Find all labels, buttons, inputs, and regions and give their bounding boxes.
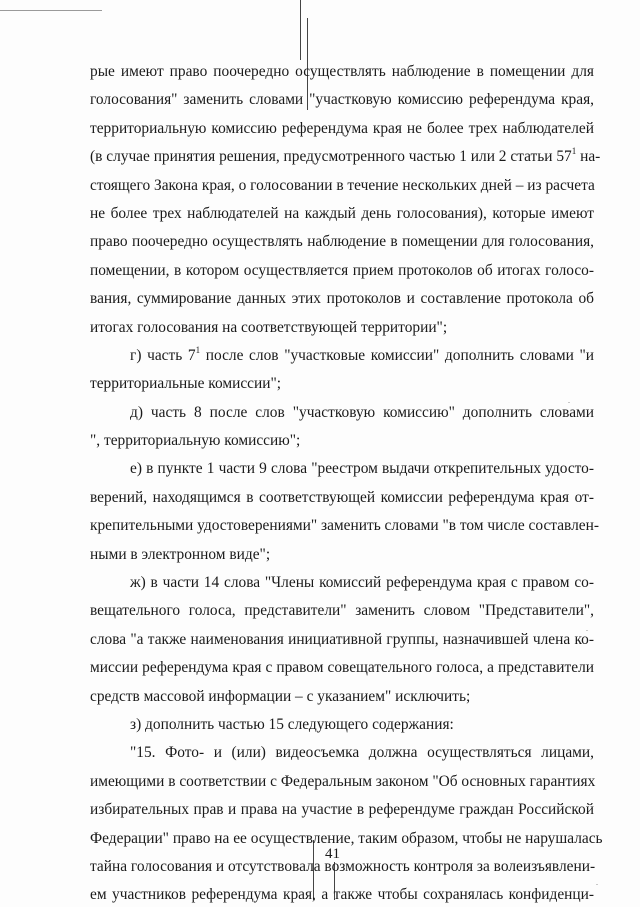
text-line: не более трех наблюдателей на каждый день голосования), которые имеют [90, 204, 594, 222]
text-line: слова "а также наименования инициативной группы, назначившей члена ко- [90, 630, 594, 648]
text-line: голосования" заменить словами "участковую комиссию референдума края, [90, 91, 594, 109]
text-line: з) дополнить частью 15 следующего содержания: [130, 715, 454, 733]
text-line: Федерации" право на ее осуществление, таким образом, чтобы не нарушалась [90, 829, 603, 847]
text-line: итогах голосования на соответствующей территории"; [90, 318, 448, 336]
document-body-text [90, 58, 603, 910]
text-fragment: г) часть 7 [130, 346, 196, 364]
text-fragment: после слов "участковые комиссии" дополнить словами "и [200, 346, 594, 364]
text-line: ж) в части 14 слова "Члены комиссий референдума края с правом со- [130, 574, 594, 592]
scan-fold-line [300, 0, 301, 60]
page-number: 41 [325, 846, 340, 862]
text-line: территориальные комиссии"; [90, 375, 282, 393]
text-fragment: (в случае принятия решения, предусмотренного частью 1 или 2 статьи 57 [90, 148, 572, 166]
text-line: стоящего Закона края, о голосовании в течение нескольких дней – из расчета [90, 176, 595, 194]
text-line: миссии референдума края с правом совещательного голоса, а представители [90, 659, 594, 677]
text-line: крепительными удостоверениями" заменить словами "в том числе составлен- [90, 517, 599, 535]
text-line: "15. Фото- и (или) видеосъемка должна осуществляться лицами, [130, 744, 594, 762]
text-line: верений, находящимся в соответствующей комиссии референдума края от- [90, 488, 594, 506]
scan-speck [596, 884, 598, 885]
text-line: тайна голосования и отсутствовала возможность контроля за волеизъявлени- [90, 857, 596, 875]
text-line: ", территориальную комиссию"; [90, 432, 301, 450]
text-line: вещательного голоса, представители" заменить словом "Представители", [90, 602, 594, 620]
superscript-index: 1 [571, 146, 577, 157]
text-line: вания, суммирование данных этих протоколов и составление протокола об [90, 290, 594, 308]
superscript-index: 1 [195, 344, 201, 355]
text-line: ем участников референдума края, а также чтобы сохранялась конфиденци- [90, 886, 594, 904]
text-line: д) часть 8 после слов "участковую комиссию" дополнить словами [130, 403, 594, 421]
text-line: ными в электронном виде"; [90, 545, 271, 563]
text-line: избирательных прав и права на участие в референдуме граждан Российской [90, 801, 594, 819]
text-line [90, 143, 601, 171]
text-line: средств массовой информации – с указанием" исключить; [90, 687, 471, 705]
top-edge-rule [0, 10, 102, 11]
text-line: имеющими в соответствии с Федеральным законом "Об основных гарантиях [90, 772, 596, 790]
text-line: е) в пункте 1 части 9 слова "реестром выдачи открепительных удосто- [130, 460, 594, 478]
text-line: право поочередно осуществлять наблюдение в помещении для голосования, [90, 233, 594, 251]
text-line [90, 342, 594, 370]
text-line: рые имеют право поочередно осуществлять наблюдение в помещении для [90, 63, 594, 80]
text-line: территориальную комиссию референдума края не более трех наблюдателей [90, 119, 594, 137]
text-line: помещении, в котором осуществляется прием протоколов об итогах голосо- [90, 261, 594, 279]
text-fragment: на- [576, 148, 601, 166]
